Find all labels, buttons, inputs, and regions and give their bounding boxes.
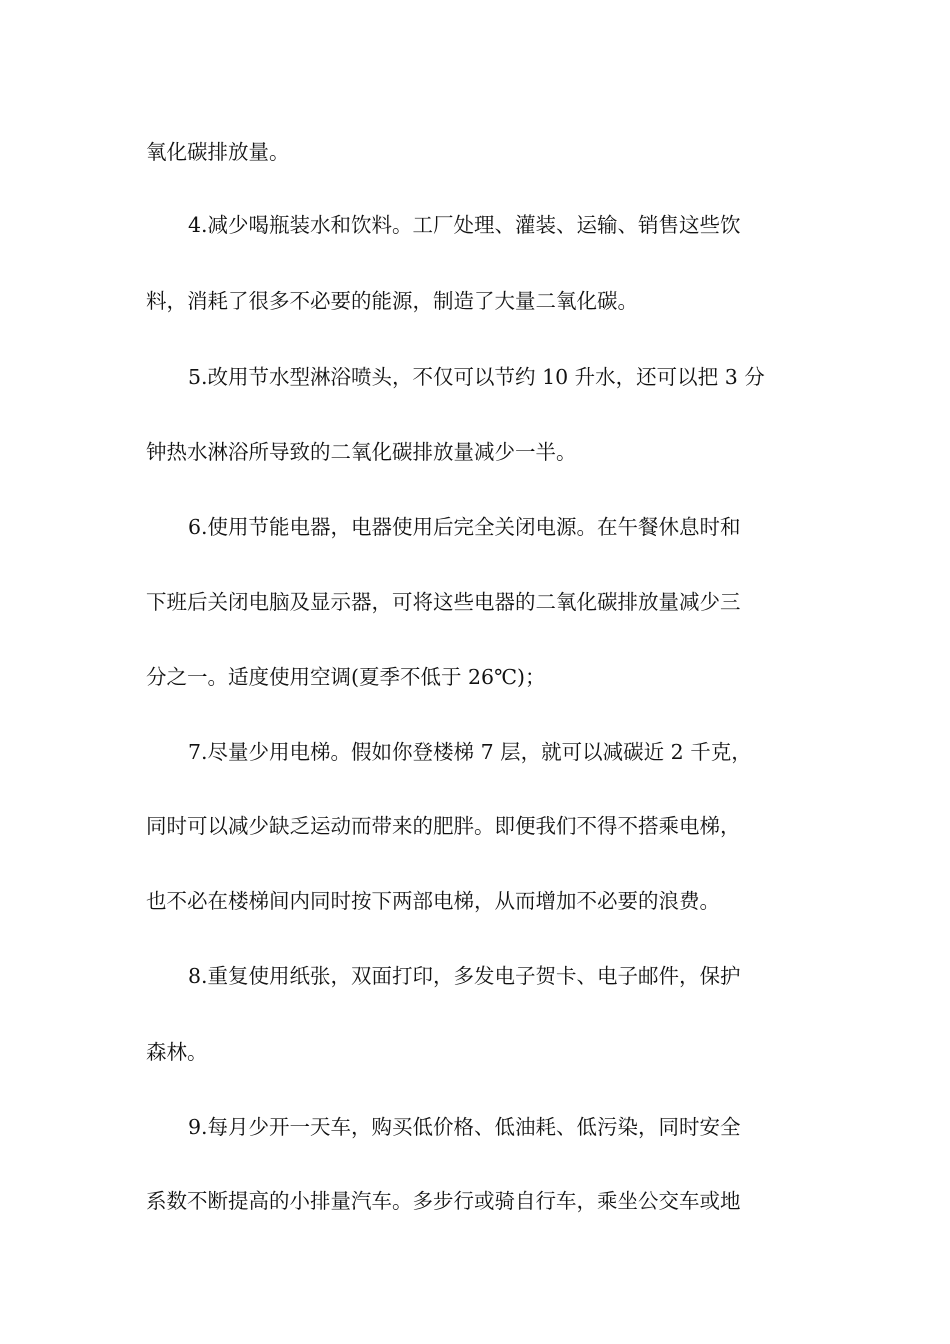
text-line-2: 4.减少喝瓶装水和饮料。工厂处理、灌装、运输、销售这些饮 (188, 213, 741, 237)
text-line-4: 5.改用节水型淋浴喷头，不仅可以节约 10 升水，还可以把 3 分 (188, 365, 765, 389)
text-line-5: 钟热水淋浴所导致的二氧化碳排放量减少一半。 (146, 440, 577, 464)
text-line-13: 森林。 (146, 1040, 208, 1064)
text-line-10: 同时可以减少缺乏运动而带来的肥胖。即便我们不得不搭乘电梯， (146, 814, 741, 838)
text-line-9: 7.尽量少用电梯。假如你登楼梯 7 层，就可以减碳近 2 千克， (188, 740, 752, 764)
text-line-15: 系数不断提高的小排量汽车。多步行或骑自行车，乘坐公交车或地 (146, 1189, 741, 1213)
text-line-11: 也不必在楼梯间内同时按下两部电梯，从而增加不必要的浪费。 (146, 889, 720, 913)
text-line-8: 分之一。适度使用空调(夏季不低于 26℃)； (146, 665, 546, 689)
text-line-6: 6.使用节能电器，电器使用后完全关闭电源。在午餐休息时和 (188, 515, 741, 539)
text-line-3: 料，消耗了很多不必要的能源，制造了大量二氧化碳。 (146, 289, 638, 313)
text-line-1: 氧化碳排放量。 (146, 140, 290, 164)
text-line-12: 8.重复使用纸张，双面打印，多发电子贺卡、电子邮件，保护 (188, 964, 741, 988)
text-line-7: 下班后关闭电脑及显示器，可将这些电器的二氧化碳排放量减少三 (146, 590, 741, 614)
text-line-14: 9.每月少开一天车，购买低价格、低油耗、低污染，同时安全 (188, 1115, 741, 1139)
